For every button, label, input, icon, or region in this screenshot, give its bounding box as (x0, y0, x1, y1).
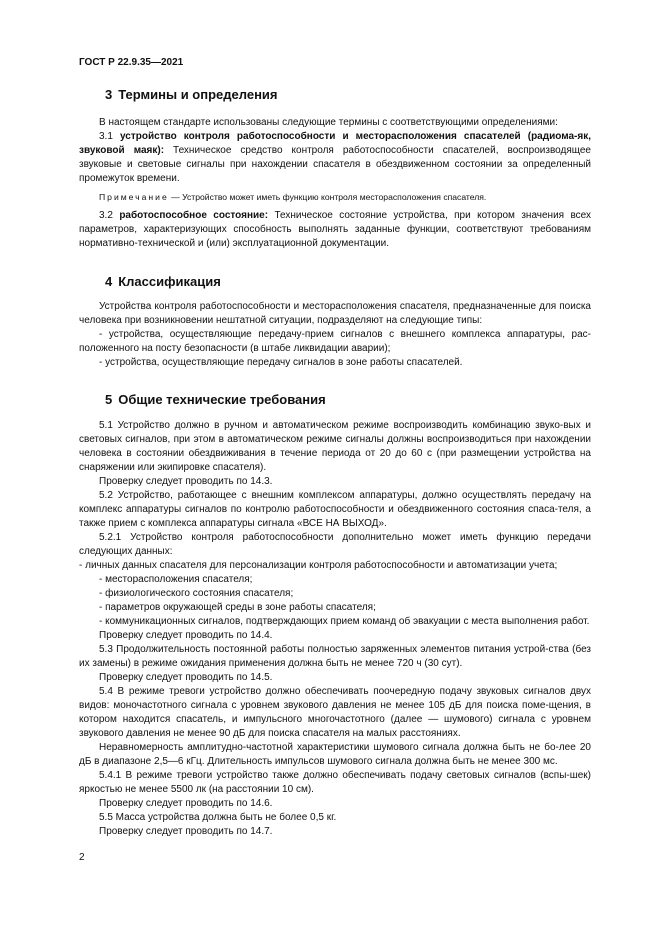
section-number: 3 (105, 87, 113, 102)
note-text: — Устройство может иметь функцию контроля месторасположения спасателя. (171, 192, 487, 202)
clause-number: 3.1 (99, 131, 113, 142)
paragraph: В настоящем стандарте использованы следующие термины с соответствующими определениями: (99, 117, 558, 128)
paragraph: Неравномерность амплитудно-частотной характеристики шумового сигнала должна быть не бо-лее 20 дБ в диапазоне 2,5—6 кГц. Длительность импульсов шумового сигнала должна быть не менее 300 мс. (79, 742, 591, 767)
check-reference: Проверку следует проводить по 14.7. (99, 826, 273, 837)
section-4-heading (79, 274, 591, 290)
list-item: - коммуникационных сигналов, подтверждающих прием команд об эвакуации с места выполнения работ. (99, 616, 590, 627)
list-item: - физиологического состояния спасателя; (99, 588, 294, 599)
check-reference: Проверку следует проводить по 14.5. (99, 672, 273, 683)
term: работоспособное состояние: (119, 210, 269, 221)
list-item: - параметров окружающей среды в зоне работы спасателя; (99, 602, 376, 613)
paragraph: 5.4 В режиме тревоги устройство должно обеспечивать поочередную подачу звуковых сигналов двух видов: моночастотного сигнала с уровнем звукового давления не менее 105 дБ для поиска поме-щения, в котором находится спасатель, и импульсного многочастотного (далее — шумового) сигнала с уровнем звукового давления не менее 90 дБ для поиска спасателя на малых расстояниях. (79, 686, 591, 739)
clause-number: 3.2 (99, 210, 113, 221)
paragraph: 5.4.1 В режиме тревоги устройство также должно обеспечивать подачу световых сигналов (вспы-шек) яркостью не менее 5500 лк (на расстоянии 10 см). (79, 770, 591, 795)
section-number: 5 (105, 392, 113, 407)
note-label: Примечание (99, 192, 169, 202)
paragraph: 5.2 Устройство, работающее с внешним комплексом аппаратуры, должно осуществлять передачу на комплекс аппаратуры сигналов по контролю работоспособности и обездвиженного состояния спаса-теля, а также прием с комплекса аппаратуры сигнала «ВСЕ НА ВЫХОД». (79, 490, 591, 529)
term-definition (79, 130, 591, 186)
check-reference: Проверку следует проводить по 14.3. (99, 476, 273, 487)
term-definition (79, 209, 591, 251)
section-5-heading (79, 392, 591, 408)
list-item: - месторасположения спасателя; (99, 574, 253, 585)
paragraph: 5.3 Продолжительность постоянной работы полностью заряженных элементов питания устрой-ства (без их замены) в режиме ожидания применения должна быть не менее 720 ч (30 сут). (79, 644, 591, 669)
paragraph: 5.1 Устройство должно в ручном и автоматическом режиме воспроизводить комбинацию звуко-вых и световых сигналов, при этом в автоматическом режиме сигналы должны воспроизводиться при нахождении человека в состоянии обездвиживания в течение периода от 20 до 60 с (при размещении устройства на снаряжении или экипировке спасателя). (79, 420, 591, 473)
term: устройство контроля работоспособности и месторасположения спасателей (радиома-як, звуковой маяк): (79, 131, 591, 156)
section-3-heading (79, 87, 591, 103)
definition: Техническое средство контроля работоспособности спасателей, воспроизводящее звуковые и световые сигналы при нахождении спасателя в обездвиженном состоянии за определенный промежуток времени. (79, 145, 591, 184)
check-reference: Проверку следует проводить по 14.6. (99, 798, 273, 809)
section-title: Классификация (118, 274, 221, 289)
page-number: 2 (79, 852, 85, 863)
list-item: - устройства, осуществляющие передачу-прием сигналов с внешнего комплекса аппаратуры, рас-положенного на посту безопасности (в штабе ликвидации аварии); (79, 329, 591, 354)
paragraph: 5.2.1 Устройство контроля работоспособности дополнительно может иметь функцию передачи следующих данных: (79, 532, 591, 557)
paragraph: 5.5 Масса устройства должна быть не более 0,5 кг. (99, 812, 337, 823)
list-item: - устройства, осуществляющие передачу сигналов в зоне работы спасателей. (99, 357, 463, 368)
section-number: 4 (105, 274, 113, 289)
note (79, 191, 591, 203)
document-header: ГОСТ Р 22.9.35—2021 (79, 57, 184, 68)
paragraph: Устройства контроля работоспособности и месторасположения спасателя, предназначенные для поиска человека при возникновении нештатной ситуации, подразделяют на следующие типы: (79, 301, 591, 326)
list-item: - личных данных спасателя для персонализации контроля работоспособности и автоматизации учета; (79, 560, 558, 571)
section-title: Термины и определения (118, 87, 278, 102)
section-title: Общие технические требования (118, 392, 326, 407)
document-body (79, 87, 591, 839)
check-reference: Проверку следует проводить по 14.4. (99, 630, 273, 641)
definition: Техническое состояние устройства, при котором значения всех параметров, характеризующих способность выполнять заданные функции, соответствуют требованиям нормативно-технической и (или) эксплуатационной документации. (79, 210, 592, 249)
